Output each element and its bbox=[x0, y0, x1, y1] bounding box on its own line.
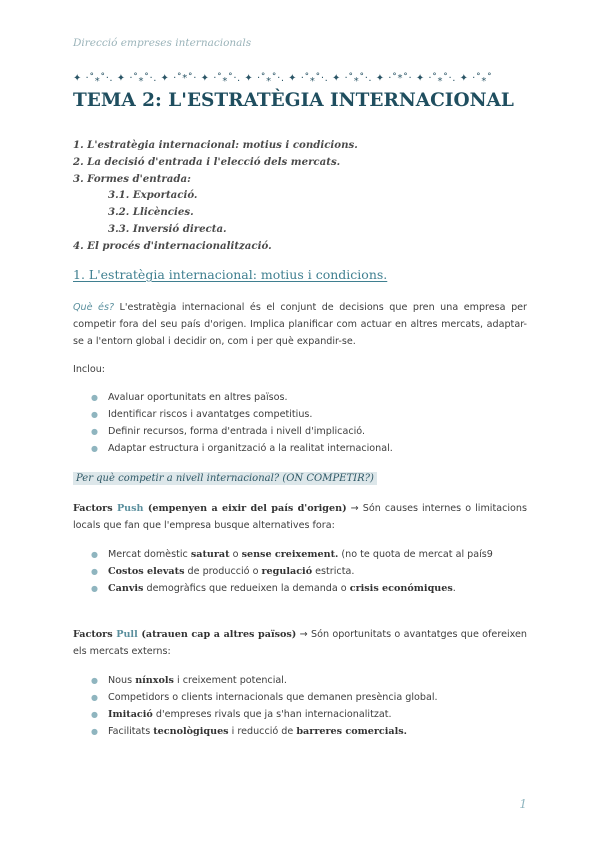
bullet-icon: ● bbox=[91, 693, 98, 702]
bullet-icon: ● bbox=[91, 584, 98, 593]
list-item: ● Competidors o clients internacionals que demanen presència global. bbox=[91, 689, 438, 706]
section-heading: 1. L'estratègia internacional: motius i condicions. bbox=[73, 267, 388, 282]
bullet-icon: ● bbox=[91, 393, 98, 402]
list-item: ● Costos elevats de producció o regulació estricta. bbox=[91, 563, 493, 580]
toc-item: 2. La decisió d'entrada i l'elecció dels mercats. bbox=[73, 155, 341, 168]
inclou-label: Inclou: bbox=[73, 364, 106, 375]
list-item: ● Avaluar oportunitats en altres països. bbox=[91, 389, 393, 406]
bullet-icon: ● bbox=[91, 676, 98, 685]
pull-paragraph: Factors Pull (atrauen cap a altres països) → Són oportunitats o avantatges que ofereixen els mercats externs: bbox=[73, 629, 527, 657]
list-item: ● Canvis demogràfics que redueixen la demanda o crisis económiques. bbox=[91, 580, 493, 597]
toc-subitem: 3.2. Llicències. bbox=[108, 206, 194, 219]
inclou-list bbox=[91, 389, 393, 457]
list-item: ● Identificar riscos i avantatges competitius. bbox=[91, 406, 393, 423]
list-item: ● Imitació d'empreses rivals que ja s'han internacionalitzat. bbox=[91, 706, 438, 723]
page-number: 1 bbox=[519, 797, 527, 811]
bullet-icon: ● bbox=[91, 567, 98, 576]
pull-keyword: Pull bbox=[116, 629, 138, 640]
toc-subitem: 3.1. Exportació. bbox=[108, 189, 198, 202]
toc-subitem: 3.3. Inversió directa. bbox=[108, 222, 227, 235]
list-item: ● Mercat domèstic saturat o sense creixement. (no te quota de mercat al país9 bbox=[91, 546, 493, 563]
bullet-icon: ● bbox=[91, 727, 98, 736]
push-paragraph: Factors Push (empenyen a eixir del país d'origen) → Són causes internes o limitacions locals que fan que l'empresa busque alternatives fora: bbox=[73, 503, 527, 531]
list-item: ● Adaptar estructura i organització a la realitat internacional. bbox=[91, 440, 393, 457]
bullet-icon: ● bbox=[91, 710, 98, 719]
bullet-icon: ● bbox=[91, 410, 98, 419]
toc-item: 1. L'estratègia internacional: motius i condicions. bbox=[73, 139, 358, 151]
highlighted-question: Per què competir a nivell internacional? (ON COMPETIR?) bbox=[73, 472, 377, 485]
page-title: TEMA 2: L'ESTRATÈGIA INTERNACIONAL bbox=[73, 90, 514, 111]
page-header: Direcció empreses internacionals bbox=[73, 37, 252, 49]
list-item: ● Definir recursos, forma d'entrada i nivell d'implicació. bbox=[91, 423, 393, 440]
intro-text: L'estratègia internacional és el conjunt de decisions que pren una empresa per competir fora del seu país d'origen. Implica planificar com actuar en altres mercats, adaptar-se a l'entorn global i decidir on, com i per què expandir-se. bbox=[73, 302, 528, 347]
bullet-icon: ● bbox=[91, 550, 98, 559]
bullet-icon: ● bbox=[91, 427, 98, 436]
push-keyword: Push bbox=[116, 503, 144, 514]
decorative-divider: ✦ ·˚⁎˚·. ✦ ·˚⁎˚·. ✦ ·˚*˚· ✦ ·˚⁎˚·. ✦ ·˚⁎˚·. ✦ ·˚⁎˚·. ✦ ·˚⁎˚·. ✦ ·˚*˚· ✦ ·˚⁎˚·. ✦ ·˚⁎˚ bbox=[73, 73, 493, 84]
intro-paragraph bbox=[73, 299, 527, 350]
pull-list bbox=[91, 672, 438, 740]
list-item: ● Nous nínxols i creixement potencial. bbox=[91, 672, 438, 689]
list-item: ● Facilitats tecnològiques i reducció de barreres comercials. bbox=[91, 723, 438, 740]
toc-item: 3. Formes d'entrada: bbox=[73, 172, 191, 185]
intro-label: Què és? bbox=[73, 302, 115, 313]
push-list bbox=[91, 546, 493, 597]
toc-item: 4. El procés d'internacionalització. bbox=[73, 239, 272, 252]
table-of-contents bbox=[73, 137, 358, 255]
bullet-icon: ● bbox=[91, 444, 98, 453]
